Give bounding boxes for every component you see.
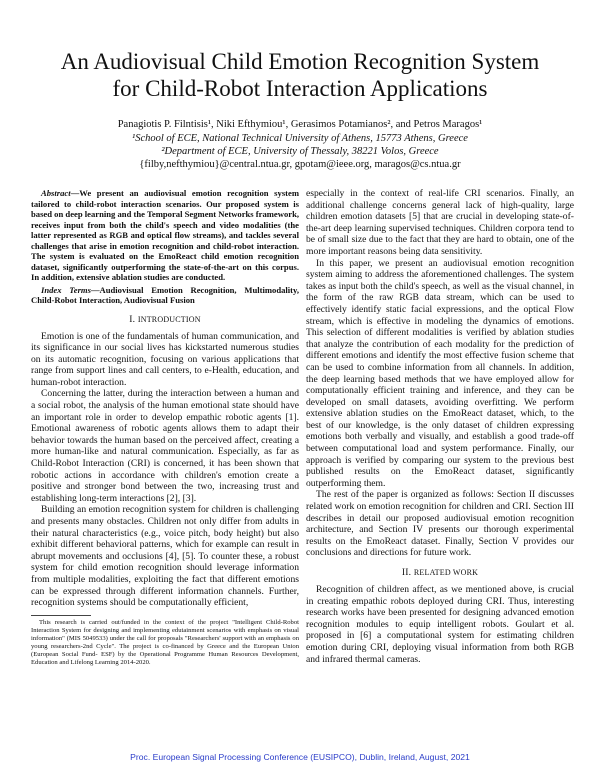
paper-title: [30, 48, 570, 102]
section-number: I.: [129, 313, 138, 325]
funding-footnote: This research is carried out/funded in the context of the project "Intelligent Child-Robot Interaction System for designing and implementing edutainment scenarios with emphasis on visual information" (MIS 5049533) under the call for proposals "Researchers' support with an emphasis on young researchers-2nd Cycle". The project is co-financed by Greece and the European Union (European Social Fund- ESF) by the Operational Programme Human Resources Development, Education and Lifelong Learning 2014-2020.: [31, 618, 299, 666]
affiliation-1: ¹School of ECE, National Technical University of Athens, 15773 Athens, Greece: [132, 133, 468, 144]
related-paragraph-1: Recognition of children affect, as we mentioned above, is crucial in creating empathic robots deployed during CRI. Thus, interesting research works have been presented for designing advanced emotion recognition modules to equip intelligent robots. Goulart et al. proposed in [6] a computational system for estimating children emotion during CRI, deploying visual information from both RGB and infrared thermal cameras.: [306, 584, 574, 665]
index-terms-label: Index Terms: [41, 284, 91, 295]
section-heading-introduction: [31, 314, 299, 326]
intro-paragraph-5: In this paper, we present an audiovisual emotion recognition system aiming to address the aforementioned challenges. The system takes as input both the child's speech, as well as the visual channel, in the form of the raw RGB data stream, which can be used to effectively identify static facial expressions, and the optical Flow stream, which is effective in modeling the dynamics of emotions. This selection of different modalities is verified by ablation studies that analyze the contribution of each modality for the prediction of different emotions and identify the most effective fusion scheme that can be used to combine information from all channels. In addition, the deep learning based methods that we have employed allow for computationally efficient training and inference, and they can be developed on small datasets, avoiding overfitting. We perform extensive ablation studies on the EmoReact dataset, which, to the best of our knowledge, is the only dataset of children expressing emotions both verbally and visually, and establish a good trade-off between computational load and system performance. Finally, our approach is verified by comparing our system to the previous best published results on the EmoReact dataset, significantly outperforming them.: [306, 257, 574, 489]
author-list: Panagiotis P. Filntisis¹, Niki Efthymiou¹, Gerasimos Potamianos², and Petros Maragos¹: [117, 119, 483, 130]
index-terms: [31, 285, 299, 306]
intro-paragraph-1: Emotion is one of the fundamentals of human communication, and its significance in our social lives has kickstarted numerous studies on its automatic recognition, focusing on various applications that range from support lines and call centers, to e-Health, education, and human-robot interaction.: [31, 330, 299, 388]
left-column: [31, 188, 299, 667]
abstract-text: —We present an audiovisual emotion recognition system tailored to child-robot interaction scenarios. Our proposed system is based on deep learning and the Temporal Segment Networks framework, receives input from both the child's speech and video modalities (the latter represented as RGB and optical flow streams), and tackles several challenges that arise in emotion recognition and child-robot interaction. The system is evaluated on the EmoReact child emotion recognition dataset, significantly outperforming the state-of-the-art on this corpus. In addition, extensive ablation studies are conducted.: [31, 188, 299, 282]
intro-paragraph-3: Building an emotion recognition system for children is challenging and presents many obstacles. Children not only differ from adults in their natural characteristics (e.g., voice pitch, body height) but also exhibit different behavioral patterns, which for example can result in abrupt movements and occlusions [4], [5]. To counter these, a robust system for child emotion recognition should leverage information from multiple modalities, exploiting the fact that different emotions can be expressed through different information channels. Further, recognition systems should be computationally efficient,: [31, 504, 299, 609]
intro-paragraph-6: The rest of the paper is organized as follows: Section II discusses related work on emotion recognition for children and CRI. Section III describes in detail our proposed audiovisual emotion recognition architecture, and Section IV presents our thorough experimental results on the EmoReact dataset. Finally, Section V provides our conclusions and directions for future work.: [306, 489, 574, 559]
author-emails: {filby,nefthymiou}@central.ntua.gr, gpotam@ieee.org, maragos@cs.ntua.gr: [139, 159, 461, 170]
affiliation-2: ²Department of ECE, University of Thessaly, 38221 Volos, Greece: [161, 146, 439, 157]
footnote-divider: [31, 615, 91, 616]
title-line-2: for Child-Robot Interaction Applications: [112, 76, 488, 101]
section-number: II.: [401, 567, 414, 578]
intro-paragraph-4: especially in the context of real-life CRI scenarios. Finally, an additional challenge concerns general lack of high-quality, large children emotion datasets [5] that are crucial in developing state-of-the-art deep learning supervised techniques. Children corpora tend to be of small size due to the fact that they are hard to obtain, one of the more important reasons being data sensitivity.: [306, 188, 574, 257]
index-terms-text: —Audiovisual Emotion Recognition, Multimodality, Child-Robot Interaction, Audiovisual Fusion: [31, 284, 299, 305]
abstract: [31, 188, 299, 283]
abstract-label: Abstract: [41, 188, 71, 198]
right-column: [306, 188, 574, 665]
section-title: INTRODUCTION: [137, 314, 201, 324]
conference-footer: Proc. European Signal Processing Conference (EUSIPCO), Dublin, Ireland, August, 2021: [130, 752, 470, 762]
intro-paragraph-2: Concerning the latter, during the interaction between a human and a social robot, the analysis of the human emotional state should have an important role in order to develop empathic robotic agents [1]. Emotional awareness of robotic agents allows them to adapt their behavior towards the human based on the perceived affect, creating a more human-like and natural communication. Especially, as far as Child-Robot Interaction (CRI) is concerned, it has been shown that robotic actions in accordance with children's emotion create a positive and stronger bond between the two, increasing trust and establishing long-term interactions [2], [3].: [31, 388, 299, 504]
section-heading-related-work: [306, 567, 574, 579]
title-line-1: An Audiovisual Child Emotion Recognition System: [60, 49, 540, 74]
section-title: RELATED WORK: [413, 568, 479, 577]
